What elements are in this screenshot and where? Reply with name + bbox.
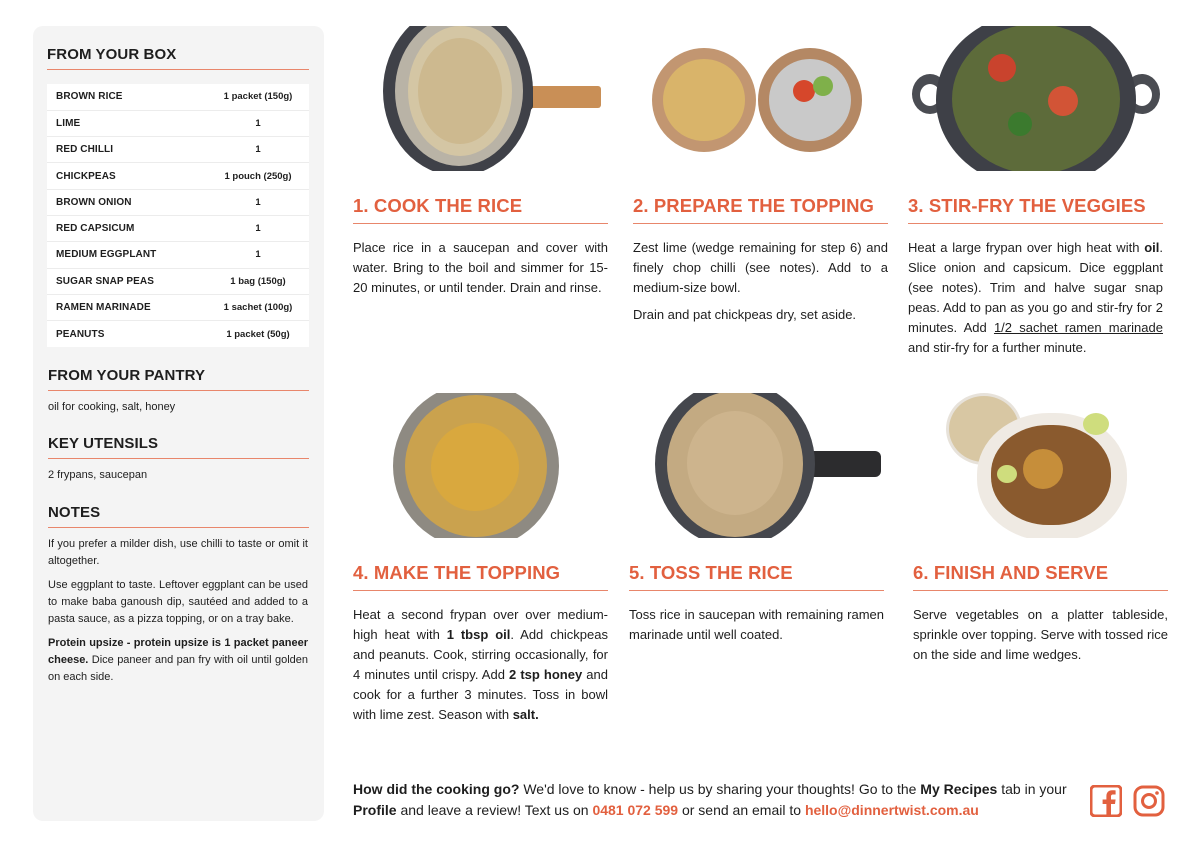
step-2-title: 2. PREPARE THE TOPPING [633,195,888,224]
box-ingredients-table [47,84,309,347]
notes-heading: NOTES [48,504,309,528]
instagram-icon[interactable] [1133,785,1165,817]
step-2-text: Zest lime (wedge remaining for step 6) and finely chop chilli (see notes). Add to a medium-size bowl. Drain and pat chickpeas dry, set aside. [633,240,888,322]
step-6-title: 6. FINISH AND SERVE [913,562,1168,591]
table-row: RED CHILLI 1 [47,137,309,163]
table-row: PEANUTS 1 packet (50g) [56,328,290,340]
review-footer: How did the cooking go? We'd love to know - help us by sharing your thoughts! Go to the My Recipes tab in your Profile and leave a review! Text us on 0481 072 599 or send an email to hello@dinnertwist.com.au [353,781,1067,818]
step-4-title: 4. MAKE THE TOPPING [353,562,608,591]
table-row: RED CAPSICUM 1 [47,215,309,241]
table-row: CHICKPEAS 1 pouch (250g) [47,163,309,189]
step-1-title: 1. COOK THE RICE [353,195,608,224]
note-protein: Protein upsize - protein upsize is 1 packet paneer cheese. Dice paneer and pan fry with oil until golden on each side. [48,636,308,683]
email-link[interactable]: hello@dinnertwist.com.au [804,802,979,818]
pantry-heading: FROM YOUR PANTRY [48,367,309,391]
step-3-text: Heat a large frypan over high heat with oil. Slice onion and capsicum. Dice eggplant (see notes). Trim and halve sugar snap peas. Add to pan as you go and stir-fry for 2 minutes. Add 1/2 sachet ramen marinade and stir-fry for a further minute. [908,240,1163,355]
table-row: BROWN RICE 1 packet (150g) [47,84,309,110]
table-row: LIME 1 [47,110,309,136]
utensils-text: 2 frypans, saucepan [48,468,148,481]
table-row: MEDIUM EGGPLANT 1 [47,242,309,268]
step-4-photo [353,393,608,538]
table-row: SUGAR SNAP PEAS 1 bag (150g) [47,268,309,294]
step-1-text: Place rice in a saucepan and cover with water. Bring to the boil and simmer for 15-20 minutes, or until tender. Drain and rinse. [353,240,608,295]
table-row: BROWN ONION 1 [47,189,309,215]
pantry-text: oil for cooking, salt, honey [48,400,176,413]
step-5-title: 5. TOSS THE RICE [629,562,884,591]
utensils-heading: KEY UTENSILS [48,435,309,459]
step-5-text: Toss rice in saucepan with remaining ramen marinade until well coated. [629,607,884,642]
sidebar [33,26,324,821]
step-2-photo [633,26,888,171]
box-heading: FROM YOUR BOX [47,46,309,70]
step-1-photo [353,26,608,171]
step-2 [633,26,888,325]
step-3-photo [908,26,1163,171]
table-row: RAMEN MARINADE 1 sachet (100g) [47,294,309,320]
step-5 [629,393,884,645]
step-3-title: 3. STIR-FRY THE VEGGIES [908,195,1163,224]
facebook-icon[interactable] [1090,785,1122,817]
note-eggplant: Use eggplant to taste. Leftover eggplant can be used to make baba ganoush dip, sautéed and added to a pasta sauce, as a pizza topping, or on a tray bake. [48,578,308,625]
step-4 [353,393,608,725]
step-5-photo [629,393,884,538]
step-6-photo [913,393,1168,538]
step-3 [908,26,1163,358]
step-6 [913,393,1168,665]
phone-link[interactable]: 0481 072 599 [592,802,679,818]
step-1 [353,26,608,298]
note-milder: If you prefer a milder dish, use chilli to taste or omit it altogether. [48,537,308,567]
step-4-text: Heat a second frypan over over medium-high heat with 1 tbsp oil. Add chickpeas and peanuts. Cook, stirring occasionally, for 4 minutes until crispy. Add 2 tsp honey and cook for a further 3 minutes. Toss in bowl with lime zest. Season with salt. [353,607,608,722]
step-6-text: Serve vegetables on a platter tableside, sprinkle over topping. Serve with tossed rice on the side and lime wedges. [913,607,1168,662]
